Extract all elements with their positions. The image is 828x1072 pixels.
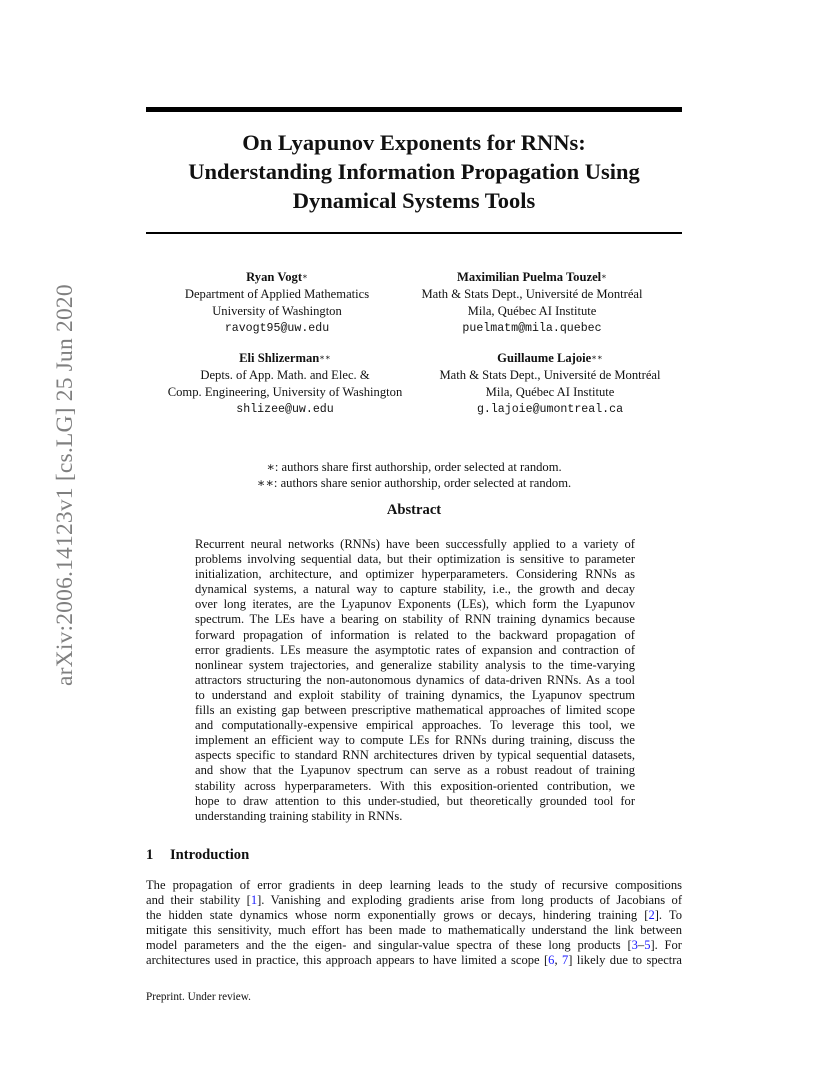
author-affiliation: Mila, Québec AI Institute [467, 304, 597, 318]
title-line: Dynamical Systems Tools [292, 188, 536, 213]
abstract-line: aspects specific to standard RNN architectures driven by typical sequential datasets, [195, 748, 635, 763]
author-block [157, 269, 397, 337]
intro-line: and their stability [1]. Vanishing and exploding gradients arise from long products of Jacobians of [146, 893, 683, 908]
title-top-rule [146, 107, 682, 112]
author-affiliation: Depts. of App. Math. and Elec. & [200, 368, 370, 382]
abstract-line: initialization, architecture, and optimizer hyperparameters. Considering RNNs as [195, 567, 635, 582]
abstract-line: forward propagation of information is related to the backward propagation of [195, 627, 635, 642]
abstract-line: implement an efficient way to compute LEs for RNNs during training, discuss the [195, 733, 635, 748]
authorship-note: ∗∗: authors share senior authorship, order selected at random. [256, 475, 572, 490]
author-block [140, 350, 430, 418]
author-affiliation: Department of Applied Mathematics [184, 287, 370, 301]
intro-line: The propagation of error gradients in deep learning leads to the study of recursive compositions [146, 878, 682, 892]
abstract-heading: Abstract [386, 502, 442, 518]
author-affiliation: University of Washington [212, 304, 342, 318]
authorship-notes [146, 460, 682, 491]
title-line: Understanding Information Propagation Using [188, 159, 640, 184]
author-email[interactable]: puelmatm@mila.quebec [462, 322, 602, 335]
abstract-line: Recurrent neural networks (RNNs) have been successfully applied to a variety of [195, 537, 635, 551]
citation-link[interactable]: 2 [648, 908, 655, 923]
section-title: Introduction [170, 847, 250, 863]
paper-title [100, 128, 728, 215]
footer-note: Preprint. Under review. [146, 991, 251, 1003]
author-email[interactable]: g.lajoie@umontreal.ca [476, 403, 624, 416]
abstract-line: error gradients. LEs measure the asymptotic rates of expansion and contraction of [195, 642, 635, 657]
author-name: Ryan Vogt [246, 270, 303, 284]
author-mark: ∗ [302, 271, 308, 281]
abstract-line: over long iterates, are the Lyapunov Exponents (LEs), which form the Lyapunov [195, 597, 635, 612]
intro-line: model parameters and the the eigen- and singular-value spectra of these long products [3–5]. For [146, 938, 682, 953]
intro-body [146, 878, 682, 969]
citation-link[interactable]: 5 [644, 938, 651, 953]
abstract-body [195, 537, 635, 824]
author-block [402, 269, 662, 337]
section-heading [146, 847, 249, 864]
authorship-note: ∗: authors share first authorship, order selected at random. [266, 460, 562, 474]
citation-link[interactable]: 6 [548, 953, 555, 968]
author-mark: ∗ [601, 271, 607, 281]
author-name: Maximilian Puelma Touzel [457, 270, 602, 284]
abstract-line: dynamical systems, a natural way to capture stability, i.e., the growth and decay [195, 582, 635, 597]
intro-line: architectures used in practice, this approach appears to have limited a scope [6, 7] likely due to spectra [146, 953, 682, 968]
section-number: 1 [146, 847, 154, 863]
abstract-line: hope to draw attention to this under-studied, but theoretically grounded tool for [195, 793, 635, 808]
abstract-line: stability across hyperparameters. With this exposition-oriented contribution, we [195, 778, 635, 793]
author-block [415, 350, 685, 418]
intro-line: the hidden state dynamics whose norm exponentially grows or decays, hindering training [2]. To [146, 908, 682, 923]
author-affiliation: Math & Stats Dept., Université de Montréal [439, 368, 661, 382]
author-name: Eli Shlizerman [239, 351, 320, 365]
citation-link[interactable]: 7 [561, 953, 569, 968]
citation-link[interactable]: 3 [631, 938, 638, 953]
abstract-line: nonlinear system trajectories, and generalize stability analysis to the time-varying [195, 657, 635, 672]
author-mark: ∗∗ [319, 352, 331, 362]
author-affiliation: Comp. Engineering, University of Washington [167, 385, 403, 399]
abstract-line: and computationally-expensive empirical approaches. To leverage this tool, we [195, 718, 635, 733]
abstract-line: to understand and exploit stability of training dynamics, the Lyapunov spectrum [195, 687, 635, 702]
abstract-line: problems involving sequential data, but their optimization is sensitive to parameter [195, 552, 635, 567]
author-email[interactable]: ravogt95@uw.edu [224, 322, 330, 335]
abstract-line: attractors structuring the non-autonomous dynamics of data-driven RNNs. As a tool [195, 672, 635, 687]
intro-line: mitigate this sensitivity, much effort has been made to mathematically understand the link between [146, 923, 682, 938]
arxiv-stamp-text: arXiv:2006.14123v1 [cs.LG] 25 Jun 2020 [52, 284, 78, 686]
title-bottom-rule [146, 232, 682, 234]
title-line: On Lyapunov Exponents for RNNs: [242, 130, 586, 155]
abstract-line: fills an existing gap between prescriptive mathematical approaches of limited scope [195, 703, 635, 718]
arxiv-stamp [14, 284, 78, 686]
author-mark: ∗∗ [591, 352, 603, 362]
author-name: Guillaume Lajoie [497, 351, 592, 365]
abstract-line: understanding training stability in RNNs. [195, 808, 403, 823]
author-affiliation: Mila, Québec AI Institute [485, 385, 615, 399]
abstract-line: and show that the Lyapunov spectrum can serve as a robust readout of training [195, 763, 635, 778]
citation-link[interactable]: 1 [250, 893, 258, 908]
author-email[interactable]: shlizee@uw.edu [236, 403, 334, 416]
author-affiliation: Math & Stats Dept., Université de Montréal [421, 287, 643, 301]
abstract-line: spectrum. The LEs have a bearing on stability of RNN training dynamics because [195, 612, 635, 627]
